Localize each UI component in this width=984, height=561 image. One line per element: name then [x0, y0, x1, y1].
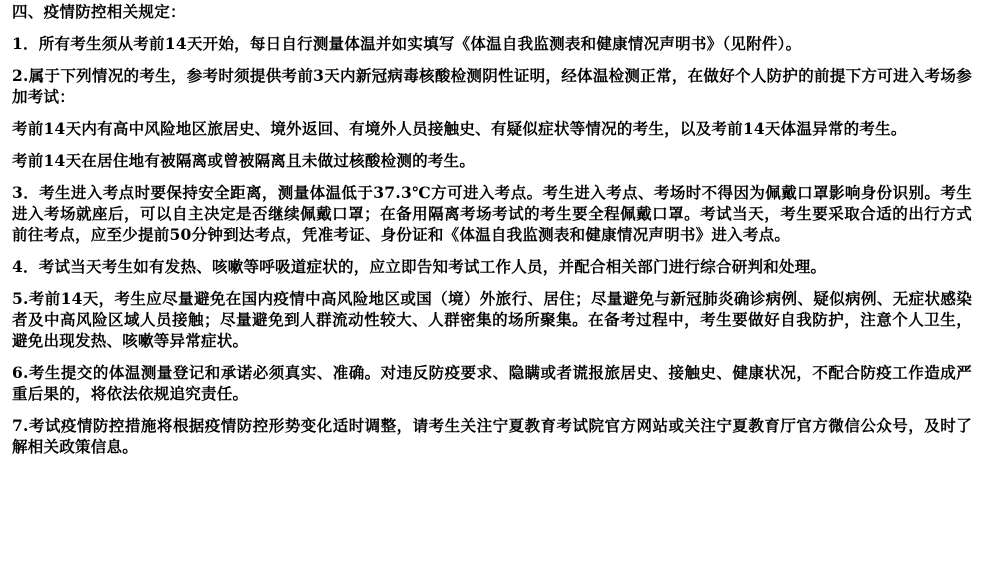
rule-paragraph-2-case-a: 考前14天内有高中风险地区旅居史、境外返回、有境外人员接触史、有疑似症状等情况的考生，以及考前14天体温异常的考生。	[12, 119, 907, 138]
rule-paragraph-7: 7.考试疫情防控措施将根据疫情防控形势变化适时调整，请考生关注宁夏教育考试院官方网站或关注宁夏教育厅官方微信公众号，及时了解相关政策信息。	[12, 416, 972, 456]
rule-paragraph-1: 1．所有考生须从考前14天开始，每日自行测量体温并如实填写《体温自我监测表和健康情况声明书》（见附件）。	[12, 34, 802, 53]
rule-paragraph-4: 4．考试当天考生如有发热、咳嗽等呼吸道症状的，应立即告知考试工作人员，并配合相关部门进行综合研判和处理。	[12, 257, 827, 276]
rule-paragraph-6: 6.考生提交的体温测量登记和承诺必须真实、准确。对违反防疫要求、隐瞒或者谎报旅居史、接触史、健康状况，不配合防疫工作造成严重后果的，将依法依规追究责任。	[12, 363, 972, 403]
section-heading: 四、疫情防控相关规定：	[12, 2, 186, 21]
rule-paragraph-3: 3．考生进入考点时要保持安全距离，测量体温低于37.3℃方可进入考点。考生进入考点、考场时不得因为佩戴口罩影响身份识别。考生进入考场就座后，可以自主决定是否继续佩戴口罩；在备用隔离考场考试的考生要全程佩戴口罩。考试当天，考生要采取合适的出行方式前往考点，应至少提前50分钟到达考点，凭准考证、身份证和《体温自我监测表和健康情况声明书》进入考点。	[12, 183, 972, 244]
rule-paragraph-5: 5.考前14天，考生应尽量避免在国内疫情中高风险地区或国（境）外旅行、居住；尽量避免与新冠肺炎确诊病例、疑似病例、无症状感染者及中高风险区域人员接触；尽量避免到人群流动性较大、人群密集的场所聚集。在备考过程中，考生要做好自我防护，注意个人卫生，避免出现发热、咳嗽等异常症状。	[12, 289, 972, 350]
rule-paragraph-2-case-b: 考前14天在居住地有被隔离或曾被隔离且未做过核酸检测的考生。	[12, 151, 476, 170]
rule-paragraph-2: 2.属于下列情况的考生，参考时须提供考前3天内新冠病毒核酸检测阴性证明，经体温检测正常，在做好个人防护的前提下方可进入考场参加考试：	[12, 66, 972, 106]
